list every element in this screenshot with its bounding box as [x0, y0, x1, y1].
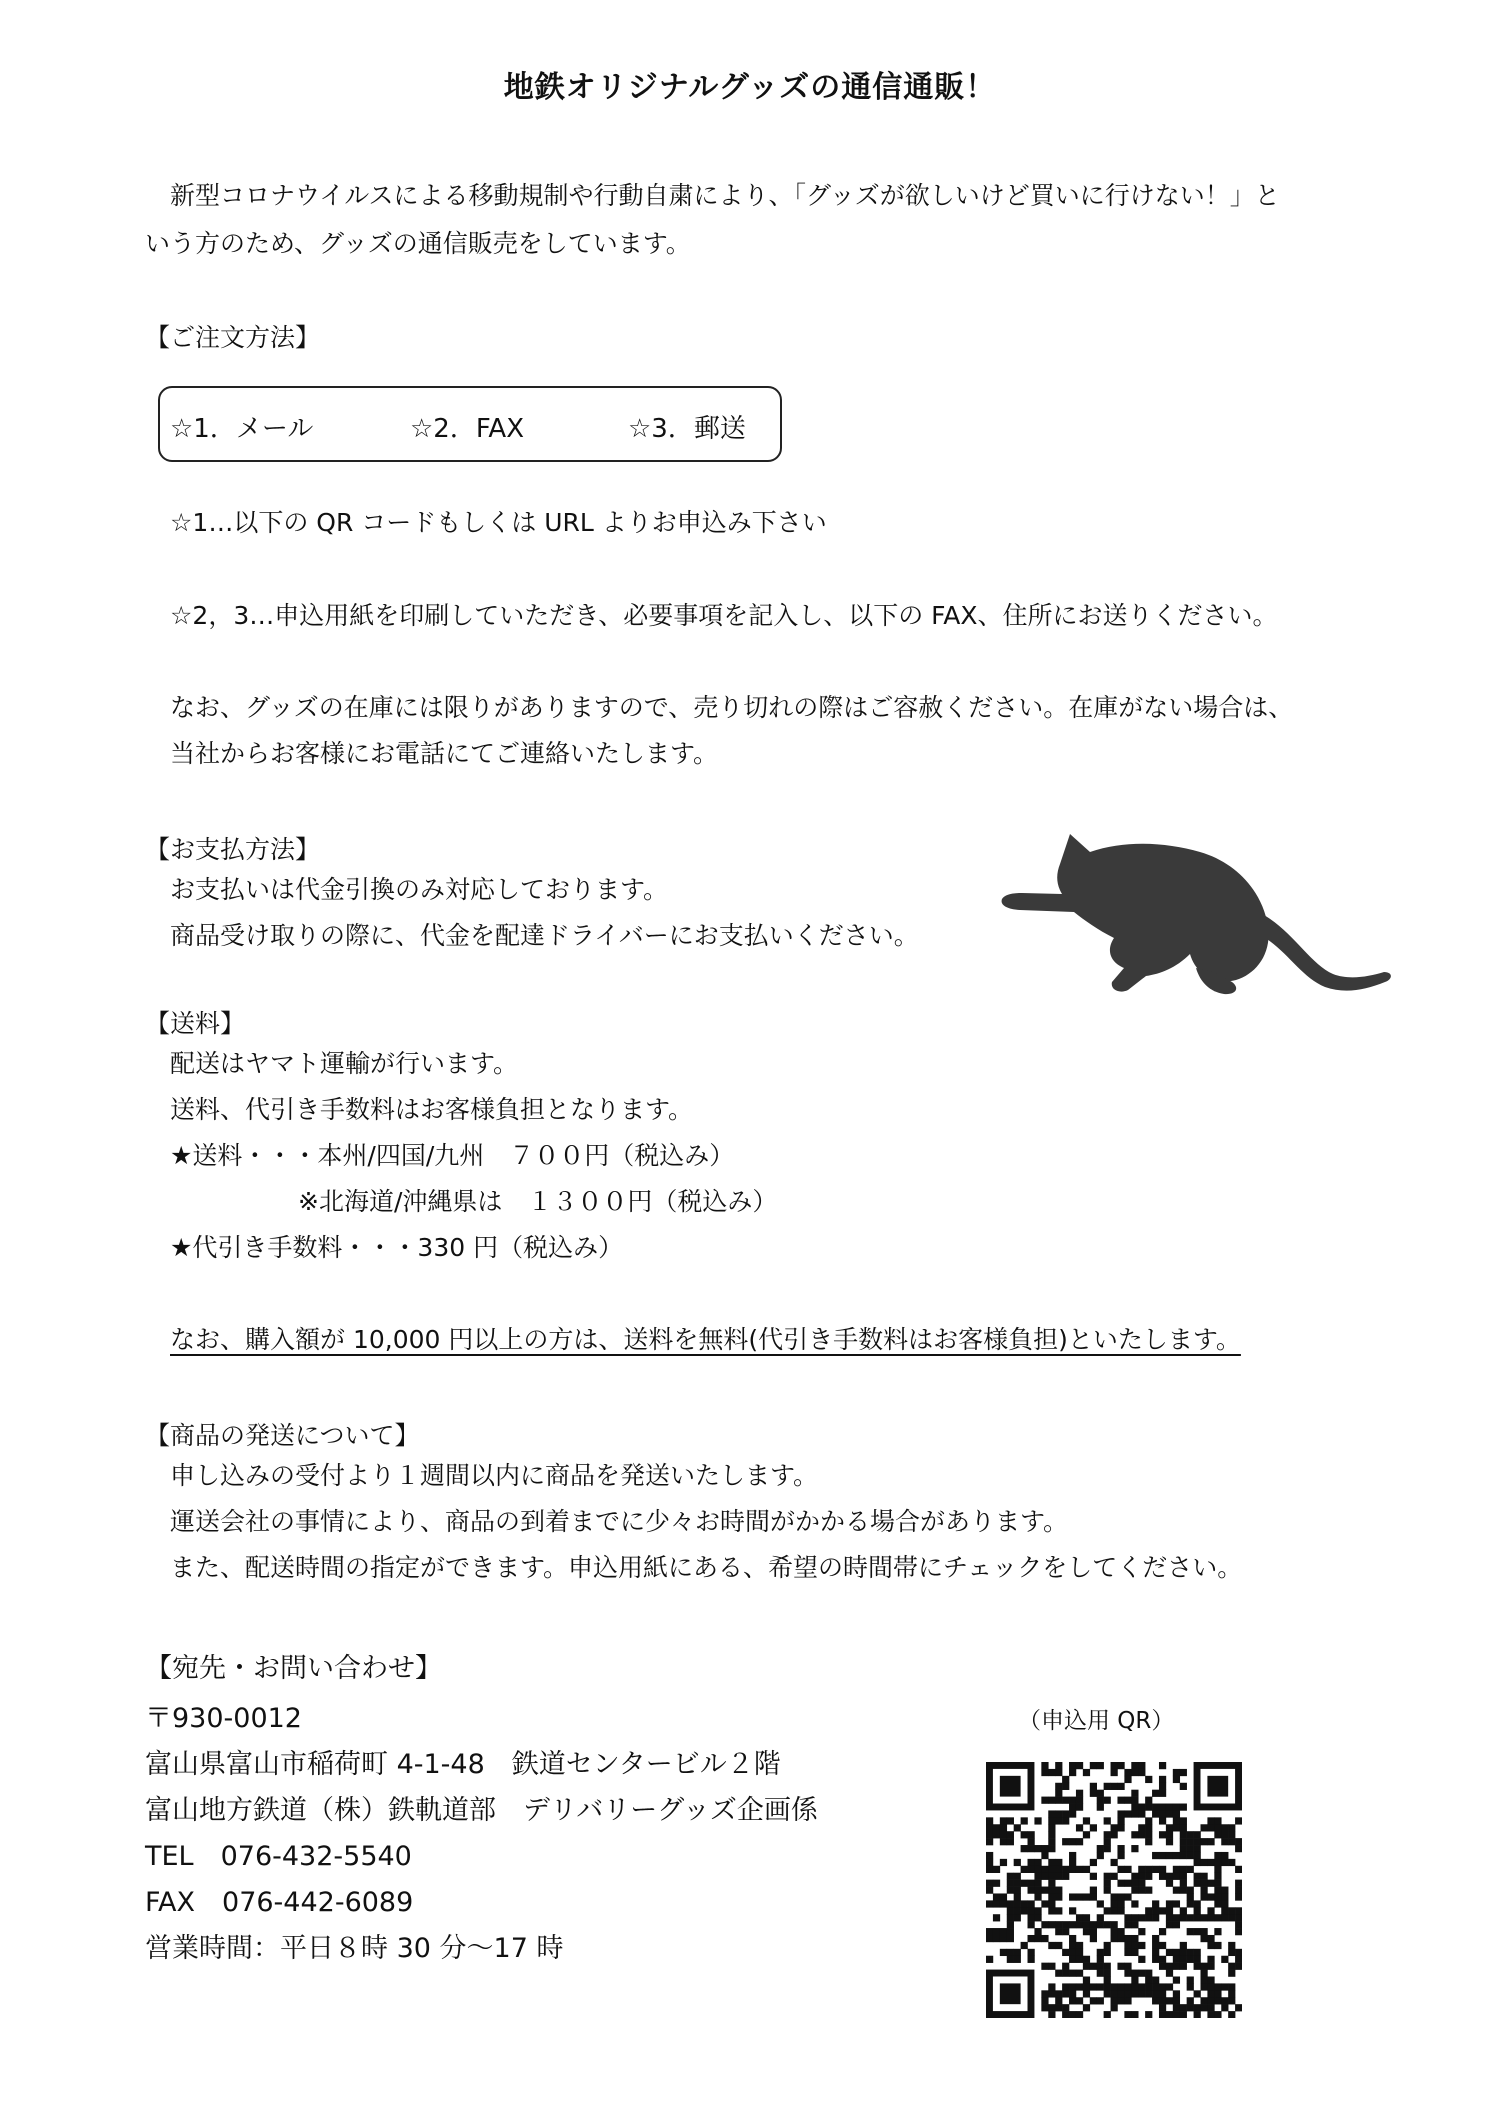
method-post: ☆3．郵送 [628, 414, 746, 444]
shipping-line-2: 送料、代引き手数料はお客様負担となります。 [170, 1095, 694, 1124]
shipping-line-1: 配送はヤマト運輸が行います。 [170, 1049, 519, 1078]
page-title: 地鉄オリジナルグッズの通信通販！ [503, 70, 997, 105]
contact-organization: 富山地方鉄道（株）鉄軌道部 デリバリーグッズ企画係 [145, 1795, 818, 1826]
qr-label: （申込用 QR） [1018, 1708, 1175, 1734]
shipping-fee-mainland: ★送料・・・本州/四国/九州 ７００円（税込み） [170, 1141, 735, 1170]
payment-line-2: 商品受け取りの際に、代金を配達ドライバーにお支払いください。 [170, 921, 919, 950]
cod-fee: ★代引き手数料・・・330 円（税込み） [170, 1233, 624, 1262]
contact-tel: TEL 076-432-5540 [145, 1841, 412, 1872]
contact-heading: 【宛先・お問い合わせ】 [145, 1653, 442, 1684]
contact-fax: FAX 076-442-6089 [145, 1887, 414, 1918]
intro-line-2: いう方のため、グッズの通信販売をしています。 [145, 229, 691, 258]
shipping-heading: 【送料】 [145, 1009, 246, 1038]
payment-line-1: お支払いは代金引換のみ対応しております。 [170, 875, 669, 904]
order-note-1: ☆1…以下の QR コードもしくは URL よりお申込み下さい [170, 508, 827, 537]
order-note-2: ☆2，3…申込用紙を印刷していただき、必要事項を記入し、以下の FAX、住所にお送りください。 [170, 601, 1278, 630]
method-mail: ☆1．メール [170, 414, 314, 444]
delivery-line-2: 運送会社の事情により、商品の到着までに少々お時間がかかる場合があります。 [170, 1507, 1069, 1536]
qr-code[interactable] [986, 1762, 1242, 2018]
delivery-line-1: 申し込みの受付より１週間以内に商品を発送いたします。 [170, 1461, 819, 1490]
cat-silhouette-icon [1000, 822, 1395, 1007]
contact-postal-code: 〒930-0012 [145, 1703, 302, 1734]
contact-address: 富山県富山市稲荷町 4-1-48 鉄道センタービル２階 [145, 1749, 781, 1780]
free-shipping-note: なお、購入額が 10,000 円以上の方は、送料を無料(代引き手数料はお客様負担)といたします。 [170, 1325, 1241, 1354]
method-fax: ☆2．FAX [410, 414, 525, 444]
contact-business-hours: 営業時間：平日８時 30 分～17 時 [145, 1933, 564, 1964]
delivery-heading: 【商品の発送について】 [145, 1421, 420, 1450]
intro-line-1: 新型コロナウイルスによる移動規制や行動自粛により、「グッズが欲しいけど買いに行けない！」と [170, 181, 1280, 210]
stock-note-line-2: 当社からお客様にお電話にてご連絡いたします。 [170, 739, 719, 768]
shipping-fee-hokkaido-okinawa: ※北海道/沖縄県は １３００円（税込み） [298, 1187, 778, 1216]
stock-note-line-1: なお、グッズの在庫には限りがありますので、売り切れの際はご容赦ください。在庫がない場合は、 [170, 693, 1294, 722]
cat-illustration [1000, 822, 1395, 1007]
order-methods-box [158, 386, 782, 462]
payment-heading: 【お支払方法】 [145, 835, 321, 864]
delivery-line-3: また、配送時間の指定ができます。申込用紙にある、希望の時間帯にチェックをしてください。 [170, 1553, 1243, 1582]
order-heading: 【ご注文方法】 [145, 323, 321, 352]
qr-code-icon [986, 1762, 1242, 2018]
